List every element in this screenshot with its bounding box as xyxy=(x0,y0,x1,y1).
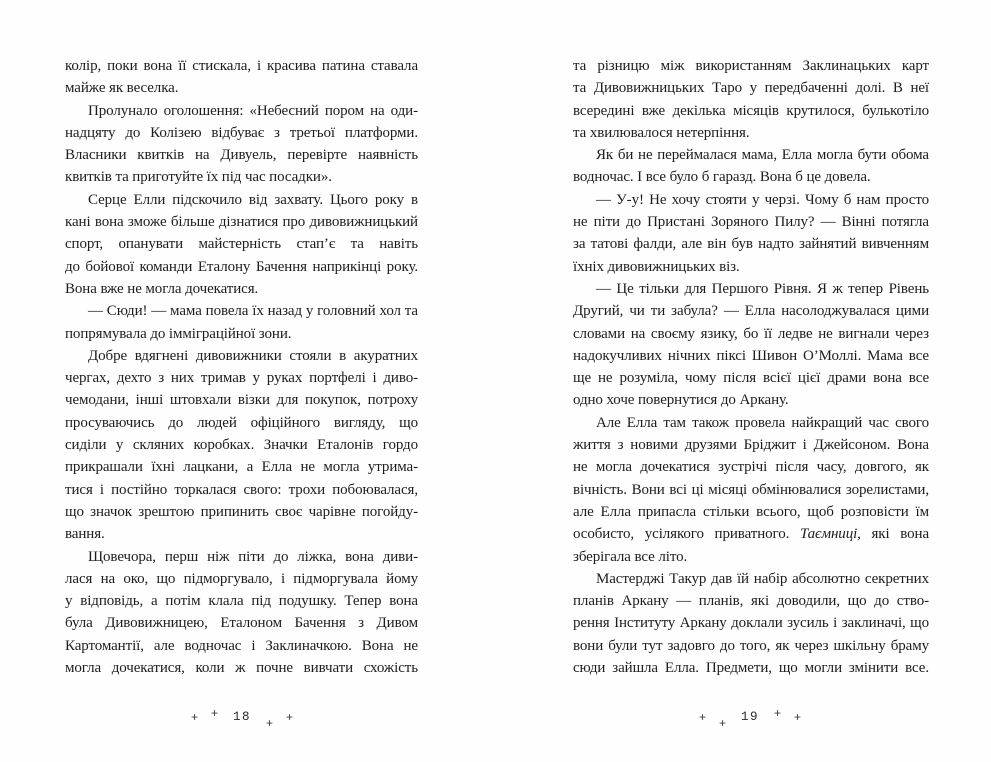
text-line: була Дивовижницею, Еталоном Бачення з Дивом xyxy=(65,615,418,632)
text-line: Мастерджі Такур дав їй набір абсолютно секретних xyxy=(596,570,929,587)
text-line: квитків та приготуйте їх під час посадки». xyxy=(65,169,332,186)
paragraph xyxy=(573,568,929,679)
sparkle-icon: + xyxy=(266,716,274,730)
text-line: Але Елла там також провела найкращий час свого xyxy=(596,414,929,431)
paragraph xyxy=(65,100,418,189)
paragraph xyxy=(65,189,418,300)
paragraph xyxy=(65,55,418,100)
text-line: не могла дочекатися зустрічі після часу, довгого, як xyxy=(573,459,929,476)
right-page-text xyxy=(573,55,929,679)
paragraph xyxy=(573,278,929,412)
text-line: Щовечора, перш ніж піти до ліжка, вона диви- xyxy=(88,548,418,565)
sparkle-icon: + xyxy=(698,710,706,724)
text-line: Добре вдягнені дивовижники стояли в акуратних xyxy=(88,347,418,364)
text-line: чергах, дехто з них тримав у руках портфелі і диво- xyxy=(65,370,418,387)
page-number: 19 xyxy=(740,709,759,724)
text-line: просуваючись до людей офіційного вигляду, що xyxy=(65,414,418,431)
text-line: рення Інституту Аркану доклали зусиль і заклиначі, що xyxy=(573,615,929,632)
paragraph xyxy=(65,546,418,680)
paragraph xyxy=(573,189,929,278)
left-page-footer xyxy=(167,706,317,728)
text-line: могла дочекатися, коли ж почне вивчати схожість xyxy=(65,660,418,677)
text-line: тися і постійно торкалася свого: трохи побоювалася, xyxy=(65,481,418,498)
text-line: але Елла припасла стільки всього, щоб розповісти їм xyxy=(573,503,929,520)
page-number: 18 xyxy=(232,709,251,724)
text-line: у відповідь, а потім клала під подушку. Тепер вона xyxy=(65,593,418,610)
text-line: Як би не переймалася мама, Елла могла бути обома xyxy=(596,147,929,164)
text-line: Серце Елли підскочило від захвату. Цього року в xyxy=(88,191,418,208)
text-line: — Це тільки для Першого Рівня. Я ж тепер Рівень xyxy=(596,280,929,297)
text-line: Власники квитків на Дивуель, перевірте наявність xyxy=(65,147,418,164)
text-line: за татові фалди, але він був надто зайнятий вивченням xyxy=(573,236,929,253)
text-line: планів Аркану — планів, які доводили, що до ство- xyxy=(573,593,929,610)
paragraph xyxy=(65,345,418,546)
text-line: та хвилювалося нетерпіння. xyxy=(573,124,750,141)
text-line: всередині вже декілька місяців крутилося, булькотіло xyxy=(573,102,929,119)
text-line: попрямувала до імміграційної зони. xyxy=(65,325,292,342)
text-line: життя з новими друзями Бріджит і Джейсоном. Вона xyxy=(573,437,929,454)
text-line: до бойової команди Еталону Бачення наприкінці року. xyxy=(65,258,418,275)
text-line: сиділи у скляних коробках. Значки Еталонів гордо xyxy=(65,437,418,454)
text-line: сюди зайшла Елла. Предмети, що могли змінити все. xyxy=(573,660,929,677)
text-line: ще не розуміла, чому після всієї цієї драми вона все xyxy=(573,370,929,387)
text-line: вічність. Вони всі ці місяці обмінювалися зорелистами, xyxy=(573,481,929,498)
sparkle-icon: + xyxy=(210,706,218,720)
text-line: чемодани, інші штовхали візки для покупок, потроху xyxy=(65,392,418,409)
text-line: кані вона зможе більше дізнатися про дивовижницький xyxy=(65,214,418,231)
left-page-text xyxy=(65,55,418,679)
text-line: особисто, усілякого приватного. Таємниці, які вона xyxy=(573,526,929,543)
text-line: прикрашали їхні лацкани, а Елла не могла утрима- xyxy=(65,459,418,476)
text-line: водночас. І все було б гаразд. Вона б це довела. xyxy=(573,169,871,186)
text-line: спорт, опанувати майстерність стап’є та навіть xyxy=(65,236,418,253)
text-line: надокучливих нічних піксі Шивон О’Моллі. Мама все xyxy=(573,347,929,364)
text-line: та Дивовижницьких Таро у передбаченні долі. В неї xyxy=(573,80,929,97)
text-line: вони були тут задовго до того, як через шкільну браму xyxy=(573,637,929,654)
text-line: — У-у! Не хочу стояти у черзі. Чому б нам просто xyxy=(596,191,929,208)
text-line: словами на своєму язику, бо її ледве не вигнали через xyxy=(573,325,929,342)
sparkle-icon: + xyxy=(718,716,726,730)
text-line: надцяту до Колізею відбуває з третьої платформи. xyxy=(65,124,418,141)
text-line: не піти до Пристані Зоряного Пилу? — Вінні потягла xyxy=(573,214,929,231)
text-line: колір, поки вона її стискала, і красива патина ставала xyxy=(65,58,418,74)
paragraph xyxy=(573,55,929,144)
text-line: вання. xyxy=(65,526,105,543)
text-line: зберігала все літо. xyxy=(573,548,688,565)
text-line: Другий, чи ти забула? — Елла насолоджувалася цими xyxy=(573,303,929,320)
text-line: лася на око, що підморгувало, і підморгувала йому xyxy=(65,570,418,587)
text-line: майже як веселка. xyxy=(65,80,179,97)
text-line: та різницю між використанням Заклинацьких карт xyxy=(573,58,929,74)
text-line: одно хоче повернутися до Аркану. xyxy=(573,392,789,409)
paragraph xyxy=(573,412,929,568)
text-line: Пролунало оголошення: «Небесний пором на оди- xyxy=(88,102,418,119)
text-line: їхніх дивовижницьких віз. xyxy=(573,258,740,275)
sparkle-icon: + xyxy=(286,710,294,724)
text-line: Вона вже не могла дочекатися. xyxy=(65,280,259,297)
sparkle-icon: + xyxy=(190,710,198,724)
sparkle-icon: + xyxy=(794,710,802,724)
text-line: що значок зрештою припинить своє чарівне погойду- xyxy=(65,503,418,520)
sparkle-icon: + xyxy=(774,706,782,720)
paragraph xyxy=(65,300,418,345)
text-line: Картомантії, але водночас і Заклиначкою. Вона не xyxy=(65,637,418,654)
right-page-footer xyxy=(675,706,825,728)
paragraph xyxy=(573,144,929,189)
text-line: — Сюди! — мама повела їх назад у головний хол та xyxy=(88,303,418,320)
